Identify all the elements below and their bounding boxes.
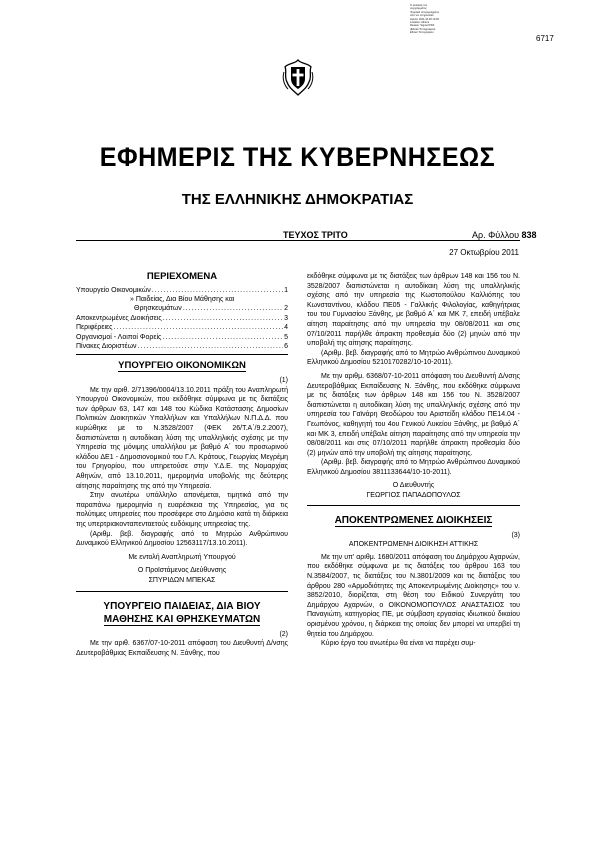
toc-row — [76, 295, 288, 304]
issue-label: ΤΕΥΧΟΣ ΤΡΙΤΟ — [283, 230, 348, 240]
decision-text: Με την υπ' αριθμ. 1680/2011 απόφαση του Δημάρχου Αχαρνών, που εκδόθηκε σύμφωνα με τις διατάξεις του άρθρου 163 του Ν.3584/2007, τις διατάξεις του Ν.3801/2009 και τις διατάξεις του άρθρου 280 «Αρμοδιότητες της Αποκεντρωμένης Διοίκησης» του ν. 3852/2010, διορίζεται, στη θέση του Ειδικού Συνεργάτη του Δημάρχου Αχαρνών, ο ΟΙΚΟΝΟΜΟΠΟΥΛΟΣ ΑΝΑΣΤΑΣΙΟΣ του Παναγιώτη, κατηγορίας ΠΕ, με σύμβαση εργασίας ιδιωτικού δικαίου ορισμένου χρόνου, η διάρκεια της οποίας δεν μπορεί να υπερβεί τη θητεία του Δημάρχου. — [307, 553, 520, 638]
toc-page: 2 — [284, 305, 288, 313]
toc-page: 5 — [284, 333, 288, 341]
toc-row — [76, 342, 288, 351]
stamp-line: Εθνικό Τυπογραφείο — [410, 31, 434, 35]
newspaper-title: ΕΦΗΜΕΡΙΣ ΤΗΣ ΚΥΒΕΡΝΗΣΕΩΣ — [99, 142, 496, 172]
toc-page: 1 — [284, 286, 288, 294]
header-rule — [76, 240, 520, 241]
toc-row — [76, 286, 288, 295]
stamp-line: Location: Athens — [410, 21, 430, 25]
section-title-decentralized-administrations: ΑΠΟΚΕΝΤΡΩΜΕΝΕΣ ΔΙΟΙΚΗΣΕΙΣ — [334, 514, 493, 526]
toc-label: Αποκεντρωμένες Διοικήσεις — [76, 314, 162, 322]
signatory-name: ΣΠΥΡΙΔΩΝ ΜΠΕΚΑΣ — [148, 576, 216, 584]
registry-reference: (Αριθμ. βεβ. διαγραφής από το Μητρώο Ανθρώπινου Δυναμικού Ελληνικού Δημοσίου 5210170282/10-10-2011). — [307, 349, 520, 367]
toc-page: 4 — [284, 324, 288, 332]
stamp-line: Ημ/νία: 2011.10.28 10:45 — [410, 17, 439, 21]
digital-signature-stamp — [410, 4, 476, 35]
toc-row — [76, 304, 288, 313]
toc-label: Οργανισμοί - Λοιποί Φορείς — [76, 333, 162, 341]
stamp-line: Reason: Signed PDF — [410, 24, 435, 28]
contents-title: ΠΕΡΙΕΧΟΜΕΝΑ — [146, 271, 218, 282]
toc-row — [76, 333, 288, 342]
page-number: 6717 — [536, 34, 554, 43]
stamp-line: Ψηφιακά υπογεγραμμένο — [410, 10, 440, 14]
stamp-line: Ο φύλακας του — [410, 4, 428, 7]
toc-label: Θρησκευμάτων — [134, 305, 182, 313]
decision-number: (1) — [279, 377, 288, 385]
section-title-ministry-finance: ΥΠΟΥΡΓΕΙΟ ΟΙΚΟΝΟΜΙΚΩΝ — [118, 360, 246, 372]
registry-reference: (Αριθμ. βεβ. διαγραφής από το Μητρώο Ανθρώπινου Δυναμικού Ελληνικού Δημοσίου 12563117/13.10.2011). — [76, 530, 288, 548]
sheet-label-text: Αρ. Φύλλου — [472, 230, 520, 240]
decision-text: Με την αριθ. 6367/07-10-2011 απόφαση του Διευθυντή Δ/νσης Δευτεροβάθμιας Εκπαίδευσης Ν. Ξάνθης, που — [76, 640, 288, 657]
signature-title: Ο Διευθυντής — [392, 482, 435, 490]
decision-text: εκδόθηκε σύμφωνα με τις διατάξεις των άρθρων 148 και 156 του Ν. 3528/2007 διαπιστώνεται η αυτοδίκαιη λύση της υπαλληλικής σχέσης από την υπηρεσία της Κωστοπούλου Καλλιόπης του Κωνσταντίνου, κλάδου ΠΕ05 - Γαλλικής Φιλολογίας, καθηγήτριας του του Γυμνασίου Ξάνθης, με βαθμό Α΄ και ΜΚ 7, επειδή υπέβαλε αίτηση παραίτησης από την υπηρεσία την 08/08/2011 και στις 07/10/2011 παρήλθε άπρακτη προθεσμία δύο (2) μηνών από την υποβολή της αίτησης παραίτησης. — [307, 273, 520, 348]
section-divider — [76, 591, 288, 592]
toc-label: Πίνακες Διοριστέων — [76, 343, 137, 351]
section-divider — [76, 354, 288, 355]
toc-page: 3 — [284, 314, 288, 322]
stamp-line: (Εθνικό Τυπογραφείο) — [410, 27, 436, 31]
toc-page: 6 — [284, 343, 288, 351]
decision-text: Στην ανωτέρω υπάλληλο απονέμεται, τιμητικά από την παραπάνω ημερομηνία η ευαρέσκεια της Υπηρεσίας, για τις πολύτιμες υπηρεσίες που προσέφερε στο Δημόσιο κατά τη διάρκεια της υπερτριακονταπενταετούς ευδόκιμης υπηρεσίας της. — [76, 492, 288, 528]
decision-number: (2) — [279, 630, 288, 638]
toc-label: Υπουργείο Οικονομικών — [76, 286, 151, 294]
toc-label: » Παιδείας, Δια Βίου Μάθησης και — [130, 296, 235, 303]
decision-number: (3) — [511, 531, 520, 539]
sheet-number-label — [472, 230, 537, 240]
decision-text: Με την αριθ. 2/71396/0004/13.10.2011 πράξη του Αναπληρωτή Υπουργού Οικονομικών, που εκδόθηκε σύμφωνα με τις διατάξεις των άρθρων 63, 147 και 148 του Κώδικα Κατάστασης Δημοσίων Πολιτικών Διοικητικών Υπαλλήλων και Υπαλλήλων Ν.Π.Δ.Δ. που κυρώθηκε με το Ν.3528/2007 (ΦΕΚ 26/Τ.Α΄/9.2.2007), διαπιστώνεται η αυτοδίκαιη λύση της υπαλληλικής σχέσης με την Υπηρεσία της μόνιμης υπαλλήλου με βαθμό Α΄ του προσωρινού κλάδου ΔΕ1 - Δημοσιονομικού του Γ.Λ. Κράτους, Γεωργίας Μεγρέμη του Γρηγορίου, που υπηρετούσε στην Υ.Δ.Ε. της Νομαρχίας Αθηνών, από 13.10.2011, ημερομηνία υποβολής της δεύτερης αίτησης παραίτησης της από την Υπηρεσία. — [76, 386, 288, 490]
stamp-line: συγγράμματος — [410, 7, 427, 11]
registry-reference: (Αριθμ. βεβ. διαγραφής από το Μητρώο Ανθρώπινου Δυναμικού Ελληνικού Δημοσίου 3811133644/10-10-2011). — [307, 459, 520, 476]
signature-line: Με εντολή Αναπληρωτή Υπουργού — [128, 553, 236, 561]
signature-title: Ο Προϊστάμενος Διεύθυνσης — [137, 567, 227, 575]
toc-row — [76, 323, 288, 332]
newspaper-subtitle: ΤΗΣ ΕΛΛΗΝΙΚΗΣ ΔΗΜΟΚΡΑΤΙΑΣ — [181, 191, 414, 208]
issue-date: 27 Οκτωβρίου 2011 — [449, 248, 519, 257]
left-column — [76, 272, 288, 658]
decision-text: Με την αριθμ. 6368/07-10-2011 απόφαση του Διευθυντή Δ/νσης Δευτεροβάθμιας Εκπαίδευσης Ν. Ξάνθης, που εκδόθηκε σύμφωνα με τις διατάξεις των άρθρων 148 και 156 του Ν. 3528/2007 διαπιστώνεται η αυτοδίκαιη λύση της υπαλληλικής σχέσης από την υπηρεσία του Γαϊνάρη Θεοδώρου του Αριστείδη κλάδου ΠΕ14.04 - Γεωπόνος, καθηγητή του 4ου Γενικού Λυκείου Ξάνθης, με βαθμό Α΄ και ΜΚ 3, επειδή υπέβαλε αίτηση παραίτησης από την υπηρεσία την 08/08/2011 και στις 07/10/2011 παρήλθε άπρακτη προθεσμία δύο (2) μηνών από την υποβολή της αίτησης παραίτησης. — [307, 372, 520, 457]
table-of-contents — [76, 286, 288, 352]
section-title-ministry-education: ΥΠΟΥΡΓΕΙΟ ΠΑΙΔΕΙΑΣ, ΔΙΑ ΒΙΟΥ ΜΑΘΗΣΗΣ ΚΑΙ ΘΡΗΣΚΕΥΜΑΤΩΝ — [103, 600, 261, 625]
signatory-name: ΓΕΩΡΓΙΟΣ ΠΑΠΑΔΟΠΟΥΛΟΣ — [366, 492, 461, 500]
toc-row — [76, 314, 288, 323]
subsection-title: ΑΠΟΚΕΝΤΡΩΜΕΝΗ ΔΙΟΙΚΗΣΗ ΑΤΤΙΚΗΣ — [348, 541, 479, 549]
section-divider — [307, 505, 520, 506]
toc-label: Περιφέρειες — [76, 324, 113, 332]
decision-text: Κύριο έργο του ανωτέρω θα είναι να παρέχει συμ- — [321, 640, 476, 648]
sheet-number: 838 — [521, 230, 537, 240]
right-column — [307, 272, 520, 649]
stamp-line: από τον υπηρεσιακό — [410, 14, 434, 18]
greek-coat-of-arms-icon — [278, 58, 318, 98]
